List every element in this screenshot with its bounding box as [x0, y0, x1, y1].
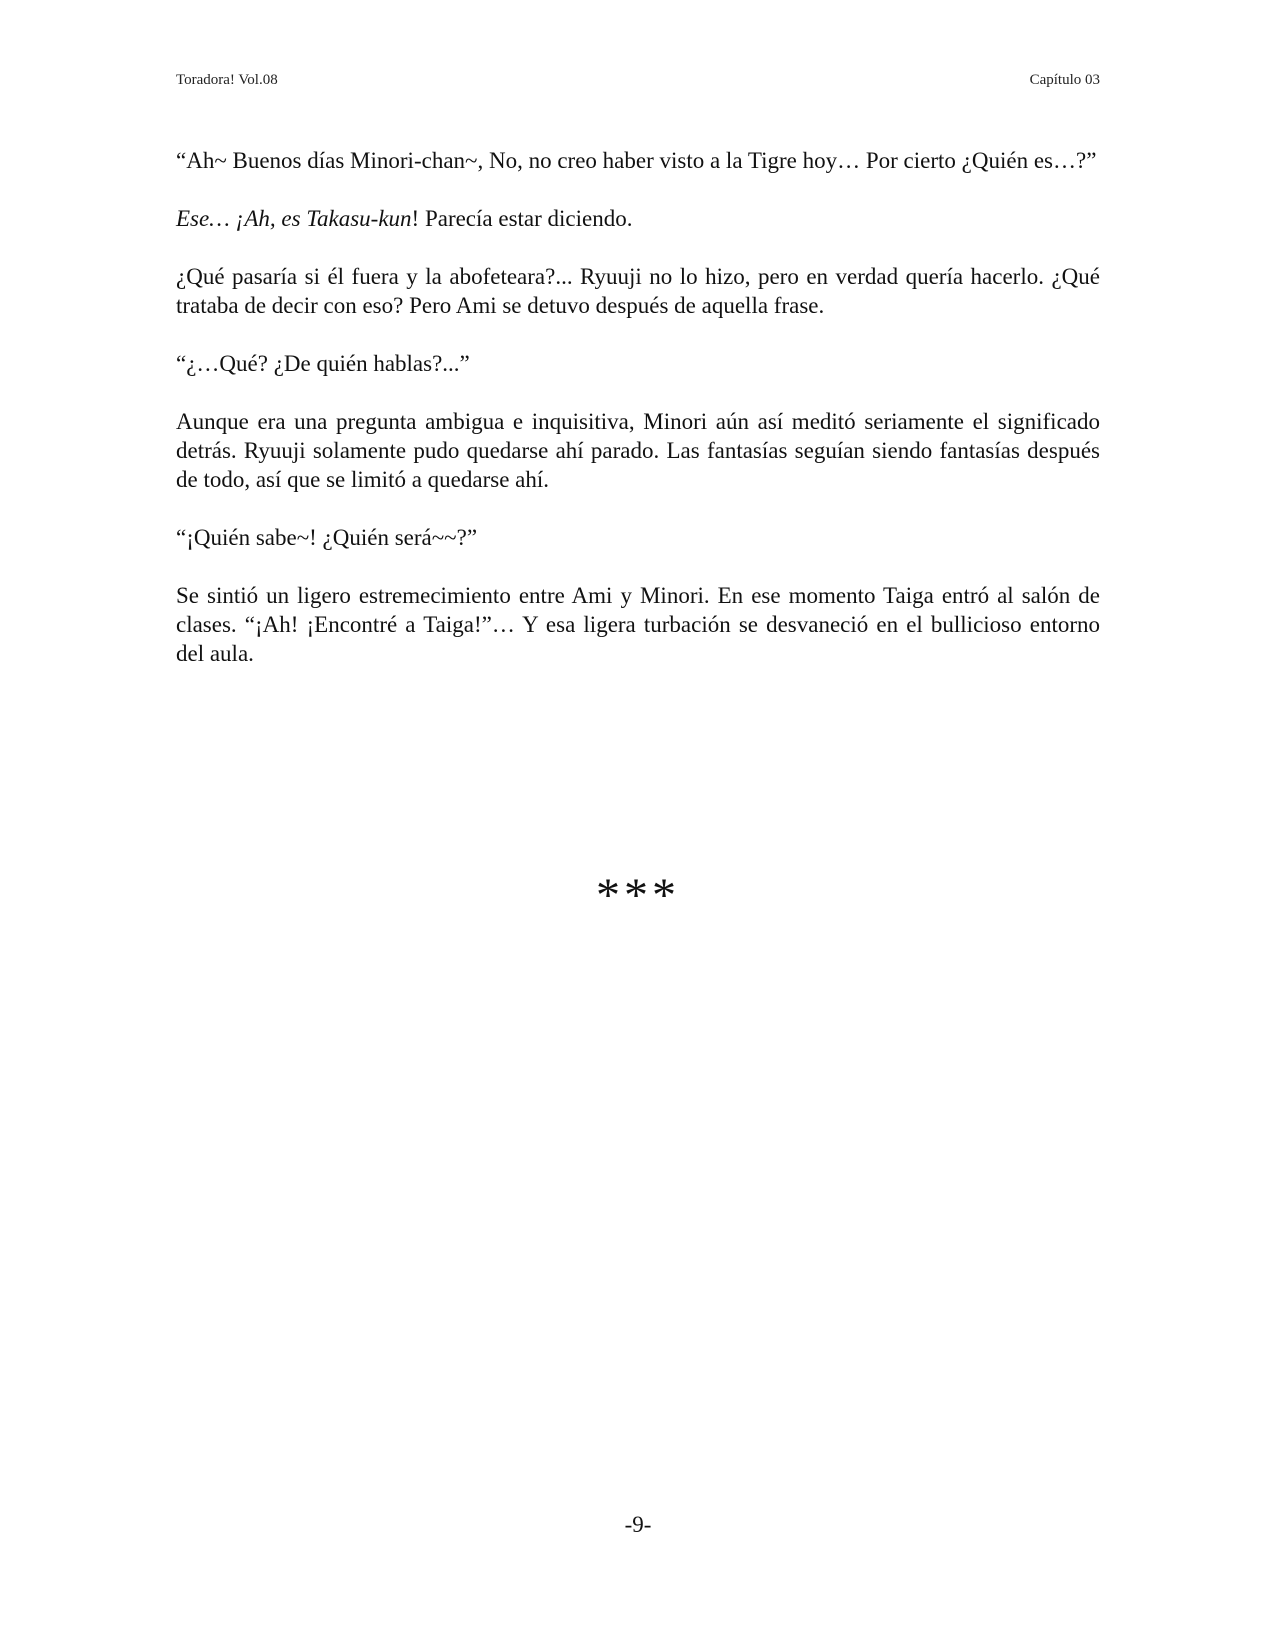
paragraph-6: “¡Quién sabe~! ¿Quién será~~?”: [176, 525, 478, 550]
paragraph-7: Se sintió un ligero estremecimiento entre Ami y Minori. En ese momento Taiga entró al salón de clases. “¡Ah! ¡Encontré a Taiga!”… Y esa ligera turbación se desvaneció en el bullicioso entorno del aula.: [176, 583, 1100, 666]
paragraph-2-italic: Ese… ¡Ah, es Takasu-kun: [176, 206, 412, 231]
paragraph-1: “Ah~ Buenos días Minori-chan~, No, no creo haber visto a la Tigre hoy… Por cierto ¿Quién es…?”: [176, 148, 1097, 173]
paragraph-5: Aunque era una pregunta ambigua e inquisitiva, Minori aún así meditó seriamente el significado detrás. Ryuuji solamente pudo quedarse ahí parado. Las fantasías seguían siendo fantasías después de todo, así que se limitó a quedarse ahí.: [176, 409, 1100, 492]
page-number: -9-: [624, 1512, 652, 1537]
paragraph-3: ¿Qué pasaría si él fuera y la abofeteara?... Ryuuji no lo hizo, pero en verdad quería hacerlo. ¿Qué trataba de decir con eso? Pero Ami se detuvo después de aquella frase.: [176, 264, 1100, 318]
paragraph-4: “¿…Qué? ¿De quién hablas?...”: [176, 351, 470, 376]
header-book-title: Toradora! Vol.08: [176, 72, 278, 88]
paragraph-2-rest: ! Parecía estar diciendo.: [411, 206, 633, 231]
paragraph-2: [176, 204, 1100, 233]
header-chapter: Capítulo 03: [1029, 72, 1100, 88]
running-header: [176, 72, 1100, 94]
body-text: [176, 146, 1100, 697]
scene-separator: ***: [596, 869, 680, 922]
